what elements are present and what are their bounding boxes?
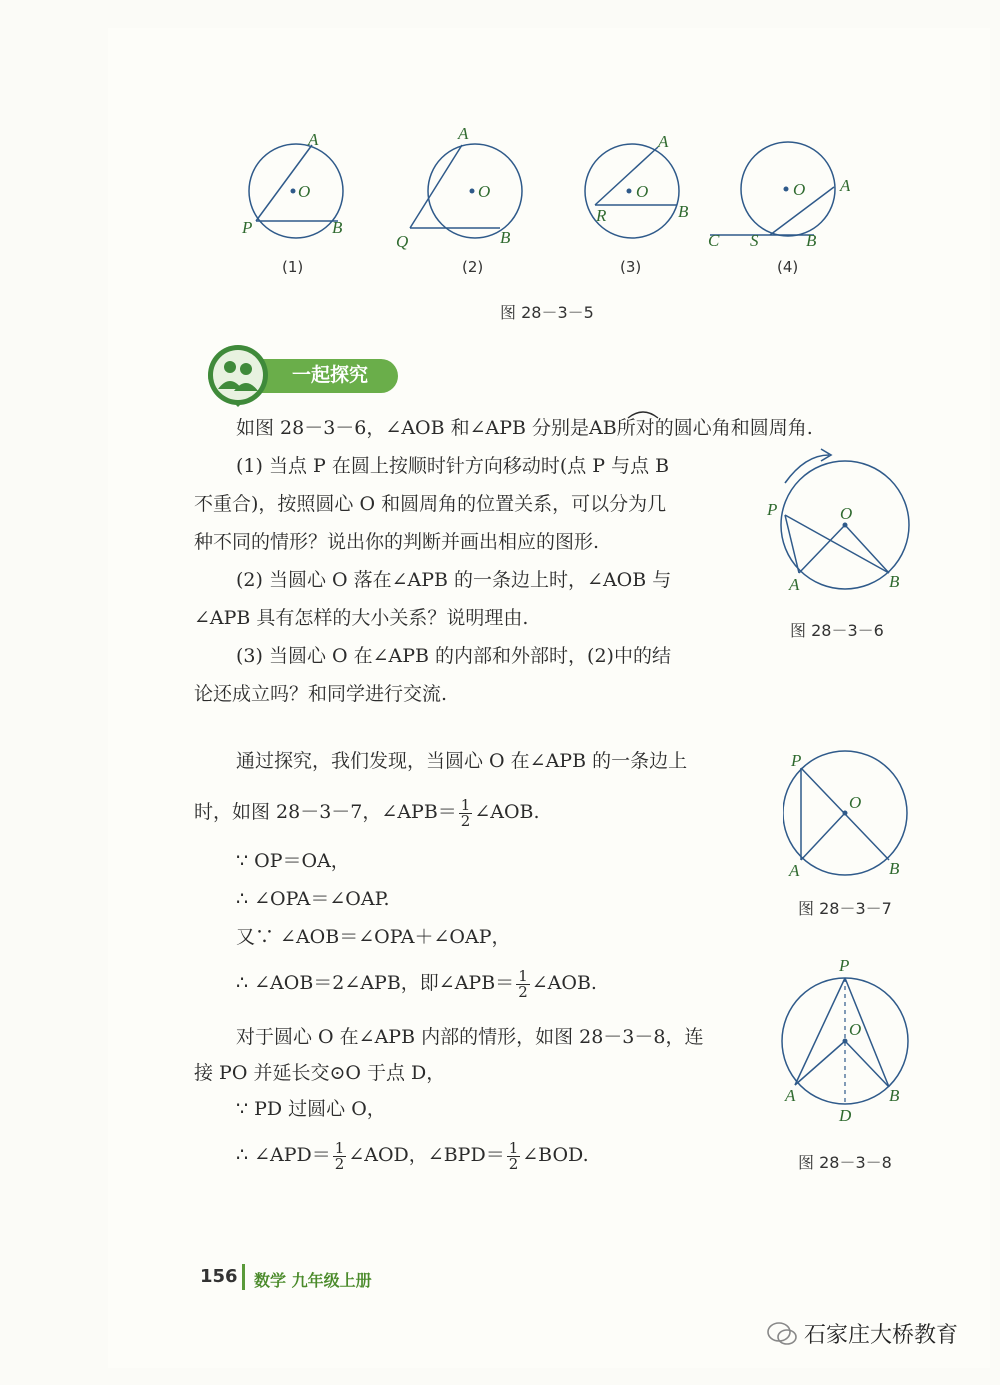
pt: O xyxy=(636,182,649,201)
fraction: $\frac{1}{2}$ xyxy=(508,1138,519,1173)
people-icon xyxy=(224,361,236,373)
proof-text: 时，如图 28－3－7，∠APB＝ $\frac{1}{2}$ ∠AOB. xyxy=(194,795,540,830)
figure-28-3-6 xyxy=(765,445,925,610)
subfigure-3 xyxy=(585,132,689,238)
pt: A xyxy=(785,1086,796,1105)
pt: B xyxy=(889,859,900,878)
pt: D xyxy=(839,1106,852,1125)
pt: B xyxy=(500,228,511,247)
figure-caption: 图 28－3－8 xyxy=(798,1153,892,1172)
arc-mark xyxy=(626,406,660,420)
book-title: 数学 九年级上册 xyxy=(254,1271,372,1290)
question-3: (3) 当圆心 O 在∠APB 的内部和外部时，(2)中的结 xyxy=(236,645,671,667)
page-number: 156 xyxy=(200,1266,238,1287)
pt: B xyxy=(332,218,343,237)
pt: P xyxy=(767,500,778,519)
intro-text: 如图 28－3－6，∠AOB 和∠APB 分别是AB所对的圆心角和圆周角. xyxy=(236,417,813,439)
pt: O xyxy=(298,182,311,201)
subfigure-label: (2) xyxy=(462,258,484,276)
pt: A xyxy=(308,130,319,149)
proof-text: ∴ ∠OPA＝∠OAP. xyxy=(236,888,390,910)
subfigure-2 xyxy=(396,125,522,251)
proof-text: 接 PO 并延长交⊙O 于点 D， xyxy=(194,1062,446,1084)
pt: B xyxy=(889,1086,900,1105)
figure-caption: 图 28－3－5 xyxy=(500,303,594,322)
pt: C xyxy=(708,231,720,250)
proof-text: 通过探究，我们发现，当圆心 O 在∠APB 的一条边上 xyxy=(236,750,688,772)
fraction: $\frac{1}{2}$ xyxy=(518,966,528,1001)
figure-28-3-7 xyxy=(783,748,923,888)
subfigure-label: (1) xyxy=(282,258,304,276)
subfigure-label: (3) xyxy=(620,258,642,276)
pt: A xyxy=(789,861,800,880)
proof-text: 对于圆心 O 在∠APB 内部的情形，如图 28－3－8，连 xyxy=(236,1026,704,1048)
pt: A xyxy=(789,575,800,594)
pt: O xyxy=(849,793,862,812)
proof-text: 又∵ ∠AOB＝∠OPA＋∠OAP， xyxy=(236,926,511,948)
question-2: ∠APB 具有怎样的大小关系？说明理由. xyxy=(194,607,529,629)
subfigure-1 xyxy=(241,130,343,238)
fraction: $\frac{1}{2}$ xyxy=(334,1138,345,1173)
question-1: 不重合)，按照圆心 O 和圆周角的位置关系，可以分为几 xyxy=(194,493,667,515)
proof-text: ∴ ∠APD＝ $\frac{1}{2}$ ∠AOD，∠BPD＝ $\frac{1}{2}$ ∠BOD. xyxy=(236,1138,589,1173)
watermark-text: 石家庄大桥教育 xyxy=(804,1323,959,1348)
question-2: (2) 当圆心 O 落在∠APB 的一条边上时，∠AOB 与 xyxy=(236,569,672,591)
pt: P xyxy=(839,956,850,975)
pt: A xyxy=(658,132,669,151)
proof-text: ∴ ∠AOB＝2∠APB，即∠APB＝ $\frac{1}{2}$ ∠AOB. xyxy=(236,966,597,1001)
figure-caption: 图 28－3－6 xyxy=(790,621,884,640)
pt: A xyxy=(840,176,850,195)
pt: O xyxy=(478,182,491,201)
figure-28-3-8 xyxy=(775,955,925,1125)
pt: P xyxy=(791,751,802,770)
figure-28-3-5 xyxy=(230,125,850,285)
subfigure-label: (4) xyxy=(777,258,799,276)
question-3: 论还成立吗？和同学进行交流. xyxy=(194,683,448,705)
footer-divider xyxy=(242,1264,245,1290)
pt: O xyxy=(840,504,853,523)
pt: P xyxy=(242,218,253,237)
pt: S xyxy=(750,231,759,250)
section-title: 一起探究 xyxy=(292,364,369,386)
pt: B xyxy=(806,231,817,250)
fraction: $\frac{1}{2}$ xyxy=(460,795,471,830)
pt: Q xyxy=(396,232,409,251)
pt: O xyxy=(793,180,806,199)
proof-text: ∵ PD 过圆心 O， xyxy=(236,1098,386,1120)
proof-text: ∵ OP＝OA， xyxy=(236,850,350,872)
question-1: (1) 当点 P 在圆上按顺时针方向移动时(点 P 与点 B xyxy=(236,455,670,477)
figure-caption: 图 28－3－7 xyxy=(798,899,892,918)
pt: R xyxy=(596,206,607,225)
pt: B xyxy=(678,202,689,221)
pt: B xyxy=(889,572,900,591)
subfigure-4 xyxy=(708,142,850,250)
pt: A xyxy=(458,125,469,143)
question-1: 种不同的情形？说出你的判断并画出相应的图形. xyxy=(194,531,600,553)
wechat-icon xyxy=(766,1320,798,1348)
pt: O xyxy=(849,1020,862,1039)
